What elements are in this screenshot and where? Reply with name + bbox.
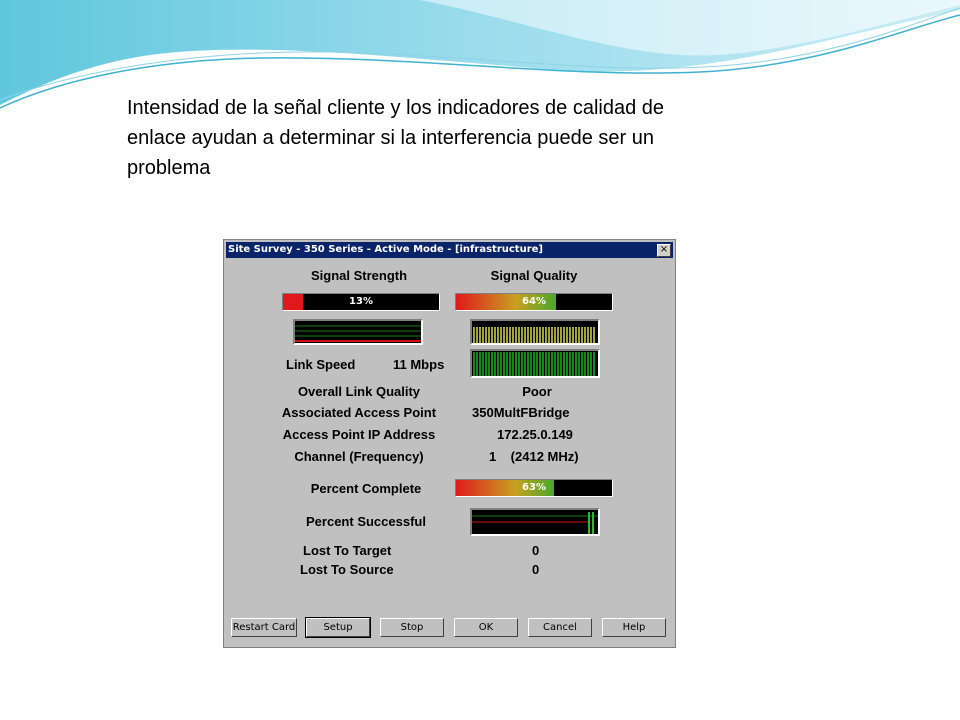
signal-strength-graph-lines [295, 321, 421, 343]
signal-strength-label: Signal Strength [310, 268, 408, 283]
link-speed-graph-lines [472, 351, 598, 376]
caption-line-3: problema [127, 157, 211, 179]
signal-quality-percent: 64% [522, 296, 546, 307]
caption-line-1: Intensidad de la señal cliente y los indicadores de calidad de [127, 97, 665, 119]
ok-button[interactable]: OK [454, 618, 518, 637]
setup-button[interactable]: Setup [306, 618, 370, 637]
signal-quality-bar [455, 293, 613, 311]
percent-complete-label: Percent Complete [310, 481, 422, 496]
channel-frequency-value: 1 (2412 MHz) [489, 449, 579, 464]
lost-to-target-label: Lost To Target [303, 543, 392, 558]
associated-access-point-label: Associated Access Point [281, 405, 437, 420]
caption-text [127, 93, 807, 183]
caption-line-2: enlace ayudan a determinar si la interferencia puede ser un [127, 127, 654, 149]
signal-quality-graph [470, 319, 600, 345]
overall-link-quality-label: Overall Link Quality [297, 384, 421, 399]
link-speed-graph [470, 349, 600, 378]
percent-complete-percent: 63% [522, 482, 546, 493]
signal-strength-graph [293, 319, 423, 345]
lost-to-target-value: 0 [532, 543, 540, 558]
signal-quality-graph-lines [472, 321, 598, 343]
restart-card-button[interactable]: Restart Card [231, 618, 297, 637]
signal-strength-percent: 13% [349, 296, 373, 307]
window-title: Site Survey - 350 Series - Active Mode - [infrastructure] [228, 244, 543, 255]
percent-successful-label: Percent Successful [306, 514, 426, 529]
channel-frequency-label: Channel (Frequency) [294, 449, 424, 464]
title-bar[interactable] [226, 242, 673, 258]
help-button[interactable]: Help [602, 618, 666, 637]
signal-quality-label: Signal Quality [490, 268, 578, 283]
percent-successful-graph [470, 508, 600, 536]
signal-strength-bar [282, 293, 440, 311]
close-icon[interactable]: × [657, 244, 671, 257]
site-survey-window [223, 239, 676, 648]
percent-successful-graph-lines [472, 510, 598, 534]
cancel-button[interactable]: Cancel [528, 618, 592, 637]
stop-button[interactable]: Stop [380, 618, 444, 637]
link-speed-label: Link Speed [286, 357, 356, 372]
link-speed-value: 11 Mbps [393, 357, 445, 372]
access-point-ip-label: Access Point IP Address [282, 427, 436, 442]
percent-complete-bar [455, 479, 613, 497]
associated-access-point-value: 350MultFBridge [472, 405, 570, 420]
lost-to-source-label: Lost To Source [300, 562, 394, 577]
overall-link-quality-value: Poor [522, 384, 552, 399]
access-point-ip-value: 172.25.0.149 [497, 427, 573, 442]
lost-to-source-value: 0 [532, 562, 540, 577]
